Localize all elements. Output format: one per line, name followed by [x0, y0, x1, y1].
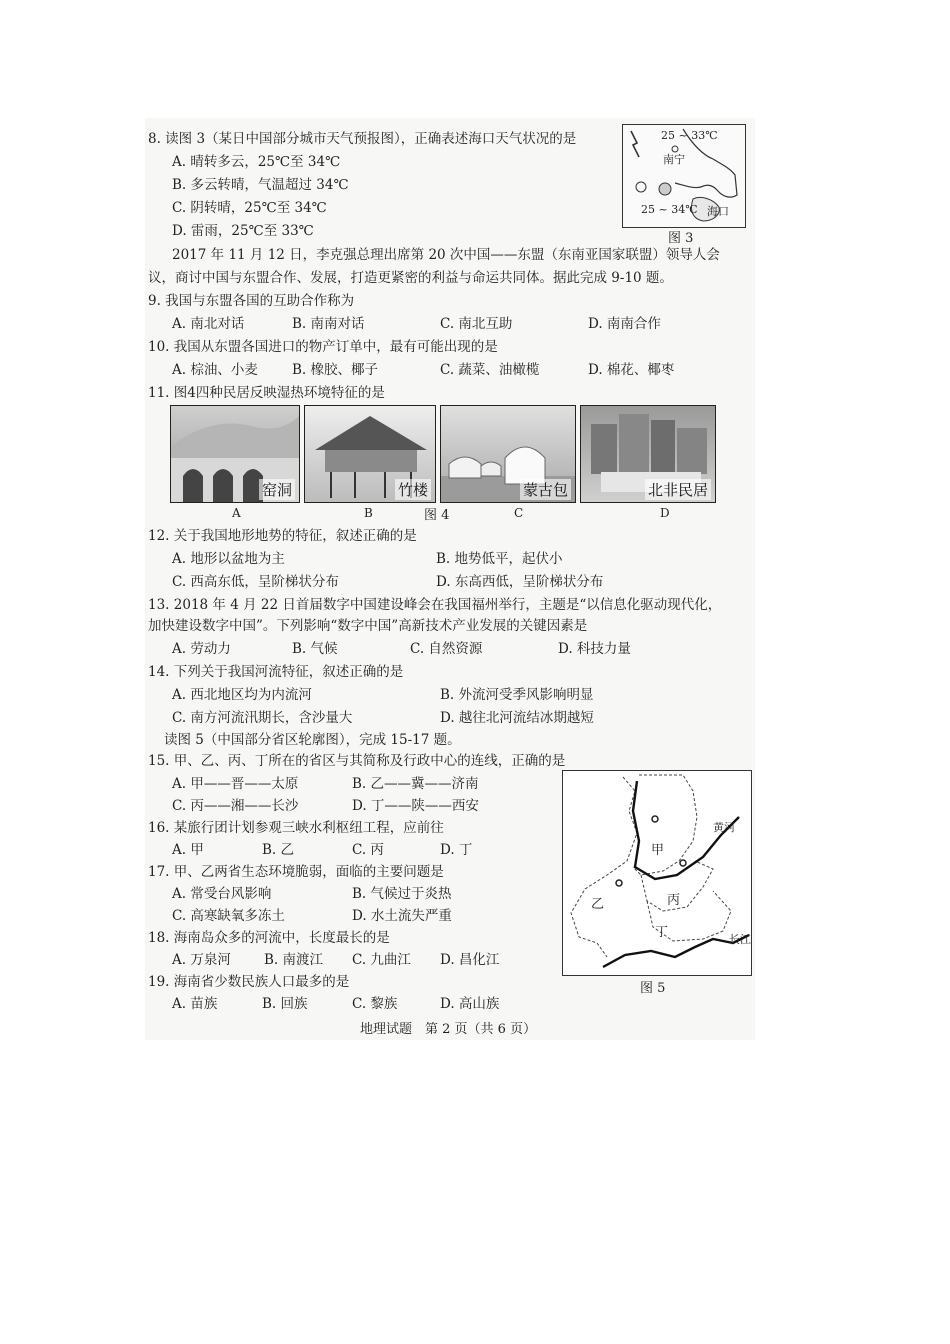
- q19-option-a: A. 苗族: [172, 996, 218, 1012]
- photo-mongolian-yurt: [440, 405, 576, 503]
- photo-b-letter: B: [364, 506, 373, 520]
- province-outlines: [563, 771, 751, 975]
- q10-option-a: A. 棕油、小麦: [172, 362, 258, 378]
- q13-option-a: A. 劳动力: [172, 641, 231, 657]
- q15-option-d: D. 丁——陕——西安: [352, 798, 479, 814]
- photo-a-caption: 窑洞: [259, 479, 295, 500]
- q8-stem: 8. 读图 3（某日中国部分城市天气预报图），正确表述海口天气状况的是: [148, 131, 577, 147]
- province-ding-label: 丁: [655, 925, 669, 940]
- photo-d-caption: 北非民居: [645, 479, 711, 500]
- q11-stem: 11. 图4四种民居反映湿热环境特征的是: [148, 385, 385, 401]
- q19-option-b: B. 回族: [262, 996, 308, 1012]
- figure-5-caption: 图 5: [640, 981, 666, 996]
- intro-15-17: 读图 5（中国部分省区轮廓图），完成 15-17 题。: [164, 732, 461, 748]
- q13-option-d: D. 科技力量: [558, 641, 631, 657]
- q14-stem: 14. 下列关于我国河流特征，叙述正确的是: [148, 664, 404, 680]
- photo-c-caption: 蒙古包: [520, 479, 571, 500]
- q18-option-b: B. 南渡江: [264, 952, 324, 968]
- q19-stem: 19. 海南省少数民族人口最多的是: [148, 974, 350, 990]
- photo-cave-dwelling: [170, 405, 300, 503]
- q14-option-d: D. 越往北河流结冰期越短: [440, 710, 594, 726]
- q13-option-c: C. 自然资源: [410, 641, 483, 657]
- q13-stem-line2: 加快建设数字中国”。下列影响“数字中国”高新技术产业发展的关键因素是: [148, 618, 588, 634]
- q9-stem: 9. 我国与东盟各国的互助合作称为: [148, 293, 355, 309]
- figure-4-caption: 图 4: [424, 508, 450, 523]
- q17-option-a: A. 常受台风影响: [172, 886, 272, 902]
- q16-option-d: D. 丁: [440, 842, 473, 858]
- q10-option-c: C. 蔬菜、油橄榄: [440, 362, 540, 378]
- q12-option-d: D. 东高西低，呈阶梯状分布: [436, 574, 604, 590]
- q18-option-c: C. 九曲江: [352, 952, 411, 968]
- figure-5-province-map: [562, 770, 752, 976]
- q19-option-c: C. 黎族: [352, 996, 398, 1012]
- intro-9-10-line1: 2017 年 11 月 12 日，李克强总理出席第 20 次中国——东盟（东南亚国家联盟）领导人会: [172, 247, 720, 263]
- q15-option-b: B. 乙——冀——济南: [352, 776, 479, 792]
- yangtze-river-label: 长江: [729, 933, 751, 946]
- q19-option-d: D. 高山族: [440, 996, 500, 1012]
- q10-option-d: D. 棉花、椰枣: [588, 362, 675, 378]
- q17-stem: 17. 甲、乙两省生态环境脆弱，面临的主要问题是: [148, 864, 444, 880]
- q18-option-d: D. 昌化江: [440, 952, 500, 968]
- page-footer: 地理试题 第 2 页（共 6 页）: [360, 1022, 537, 1037]
- figure-3-weather-map: [622, 124, 746, 228]
- q15-stem: 15. 甲、乙、丙、丁所在的省区与其简称及行政中心的连线，正确的是: [148, 753, 566, 769]
- q12-option-b: B. 地势低平，起伏小: [436, 551, 563, 567]
- nanning-temperature: 25 ~ 33℃: [661, 129, 718, 142]
- q10-stem: 10. 我国从东盟各国进口的物产订单中，最有可能出现的是: [148, 339, 498, 355]
- q8-option-a: A. 晴转多云，25℃至 34℃: [172, 154, 341, 170]
- q12-option-c: C. 西高东低，呈阶梯状分布: [172, 574, 339, 590]
- q13-stem-line1: 13. 2018 年 4 月 22 日首届数字中国建设峰会在我国福州举行，主题是“以信息化驱动现代化，: [148, 597, 722, 613]
- q15-option-c: C. 丙——湘——长沙: [172, 798, 299, 814]
- q9-option-b: B. 南南对话: [292, 316, 365, 332]
- q14-option-a: A. 西北地区均为内流河: [172, 687, 312, 703]
- q8-option-c: C. 阴转晴，25℃至 34℃: [172, 200, 327, 216]
- q13-option-b: B. 气候: [292, 641, 338, 657]
- q16-option-c: C. 丙: [352, 842, 384, 858]
- q10-option-b: B. 橡胶、椰子: [292, 362, 379, 378]
- photo-d-letter: D: [660, 506, 670, 520]
- haikou-label: 海口: [707, 205, 729, 218]
- q16-option-a: A. 甲: [172, 842, 204, 858]
- photo-a-letter: A: [232, 506, 241, 520]
- q9-option-c: C. 南北互助: [440, 316, 513, 332]
- yangtze-river-line: [603, 935, 749, 967]
- q16-option-b: B. 乙: [262, 842, 295, 858]
- photo-bamboo-house: [304, 405, 436, 503]
- q18-option-a: A. 万泉河: [172, 952, 231, 968]
- province-yi-label: 乙: [591, 897, 605, 912]
- q9-option-a: A. 南北对话: [172, 316, 245, 332]
- yellow-river-label: 黄河: [713, 821, 735, 834]
- nanning-label: 南宁: [663, 153, 685, 166]
- figure-3-caption: 图 3: [668, 231, 694, 246]
- q18-stem: 18. 海南岛众多的河流中，长度最长的是: [148, 930, 390, 946]
- photo-north-africa-dwelling: [580, 405, 716, 503]
- q8-option-b: B. 多云转晴，气温超过 34℃: [172, 177, 349, 193]
- province-bing-label: 丙: [667, 893, 681, 908]
- q12-stem: 12. 关于我国地形地势的特征，叙述正确的是: [148, 528, 417, 544]
- q15-option-a: A. 甲——晋——太原: [172, 776, 299, 792]
- province-jia-label: 甲: [651, 843, 665, 858]
- intro-9-10-line2: 议，商讨中国与东盟合作、发展，打造更紧密的利益与命运共同体。据此完成 9-10 题。: [148, 270, 673, 286]
- haikou-temperature: 25 ~ 34℃: [641, 203, 698, 216]
- q9-option-d: D. 南南合作: [588, 316, 661, 332]
- q8-option-d: D. 雷雨，25℃至 33℃: [172, 223, 314, 239]
- q17-option-c: C. 高寒缺氧多冻土: [172, 908, 285, 924]
- q17-option-b: B. 气候过于炎热: [352, 886, 452, 902]
- photo-b-caption: 竹楼: [395, 479, 431, 500]
- q16-stem: 16. 某旅行团计划参观三峡水利枢纽工程，应前往: [148, 820, 444, 836]
- q12-option-a: A. 地形以盆地为主: [172, 551, 285, 567]
- photo-c-letter: C: [514, 506, 524, 520]
- q14-option-c: C. 南方河流汛期长，含沙量大: [172, 710, 353, 726]
- q14-option-b: B. 外流河受季风影响明显: [440, 687, 594, 703]
- q17-option-d: D. 水土流失严重: [352, 908, 452, 924]
